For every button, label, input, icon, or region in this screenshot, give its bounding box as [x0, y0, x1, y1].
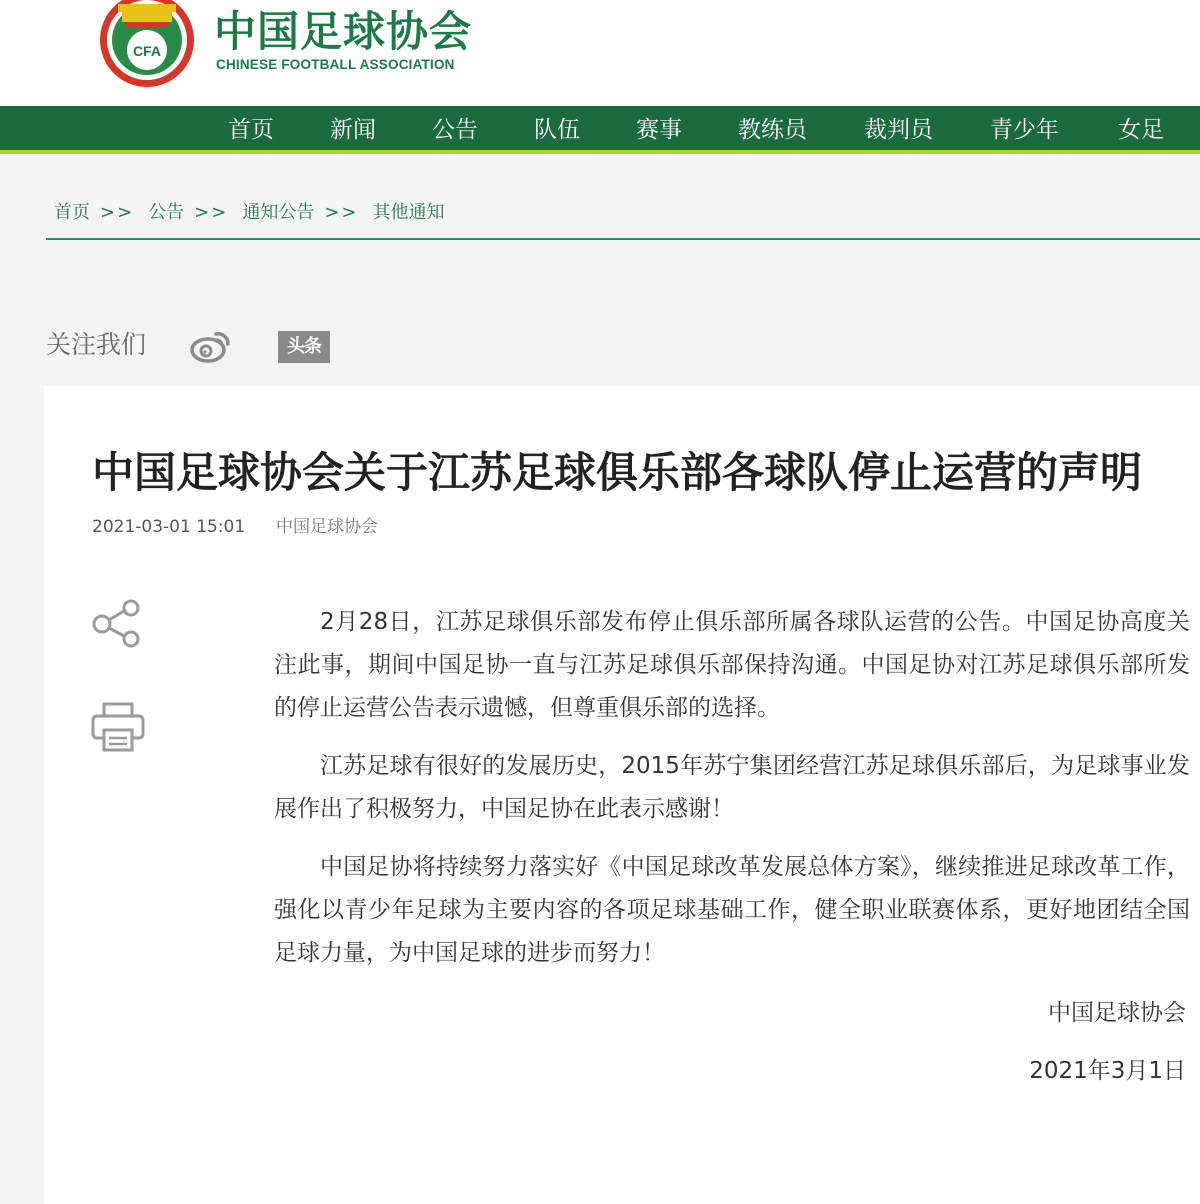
nav-item-teams[interactable]: 队伍 [534, 117, 580, 143]
nav-item-women[interactable]: 女足 [1118, 117, 1164, 143]
article-title: 中国足球协会关于江苏足球俱乐部各球队停止运营的声明 [92, 448, 1143, 497]
logo-text: CFA [133, 43, 161, 59]
article-signature: 中国足球协会 [1048, 1000, 1186, 1026]
brand-name-en: CHINESE FOOTBALL ASSOCIATION [216, 57, 455, 72]
nav-item-home[interactable]: 首页 [228, 117, 274, 143]
article-body [274, 601, 1190, 990]
breadcrumb [54, 198, 445, 228]
breadcrumb-separator: >> [100, 202, 135, 223]
site-header [0, 0, 1200, 106]
weibo-icon[interactable] [190, 328, 232, 364]
nav-item-competitions[interactable]: 赛事 [636, 117, 682, 143]
follow-us-label: 关注我们 [46, 330, 147, 359]
breadcrumb-item-home[interactable]: 首页 [54, 202, 90, 223]
print-icon[interactable] [90, 700, 146, 754]
breadcrumb-item-notices[interactable]: 公告 [148, 202, 185, 223]
nav-item-news[interactable]: 新闻 [330, 117, 376, 143]
article-paragraph: 2月28日，江苏足球俱乐部发布停止俱乐部所属各球队运营的公告。中国足协高度关注此事，期间中国足协一直与江苏足球俱乐部保持沟通。中国足协对江苏足球俱乐部所发的停止运营公告表示遗憾，但尊重俱乐部的选择。 [274, 609, 1190, 721]
cfa-logo-icon[interactable] [96, 0, 198, 90]
nav-item-referees[interactable]: 裁判员 [864, 117, 933, 143]
share-icon[interactable] [90, 598, 144, 650]
article-signature-date: 2021年3月1日 [1029, 1058, 1186, 1084]
article-paragraph: 江苏足球有很好的发展历史，2015年苏宁集团经营江苏足球俱乐部后，为足球事业发展作出了积极努力，中国足协在此表示感谢！ [274, 753, 1190, 822]
toutiao-icon[interactable]: 头条 [278, 331, 330, 363]
breadcrumb-separator: >> [324, 202, 359, 223]
nav-item-notices[interactable]: 公告 [432, 117, 478, 143]
article-source: 中国足球协会 [276, 517, 378, 537]
breadcrumb-divider [46, 238, 1200, 240]
nav-item-coaches[interactable]: 教练员 [738, 117, 807, 143]
breadcrumb-separator: >> [194, 202, 229, 223]
brand-name-cn[interactable]: 中国足球协会 [214, 7, 473, 56]
article-paragraph: 中国足协将持续努力落实好《中国足球改革发展总体方案》，继续推进足球改革工作，强化以青少年足球为主要内容的各项足球基础工作，健全职业联赛体系，更好地团结全国足球力量，为中国足球的进步而努力！ [274, 854, 1190, 966]
breadcrumb-item-notice-announcements[interactable]: 通知公告 [242, 202, 315, 223]
article-date: 2021-03-01 15:01 [92, 517, 246, 537]
nav-item-youth[interactable]: 青少年 [990, 117, 1059, 143]
main-nav [0, 106, 1200, 154]
breadcrumb-item-other-notices[interactable]: 其他通知 [372, 202, 445, 223]
